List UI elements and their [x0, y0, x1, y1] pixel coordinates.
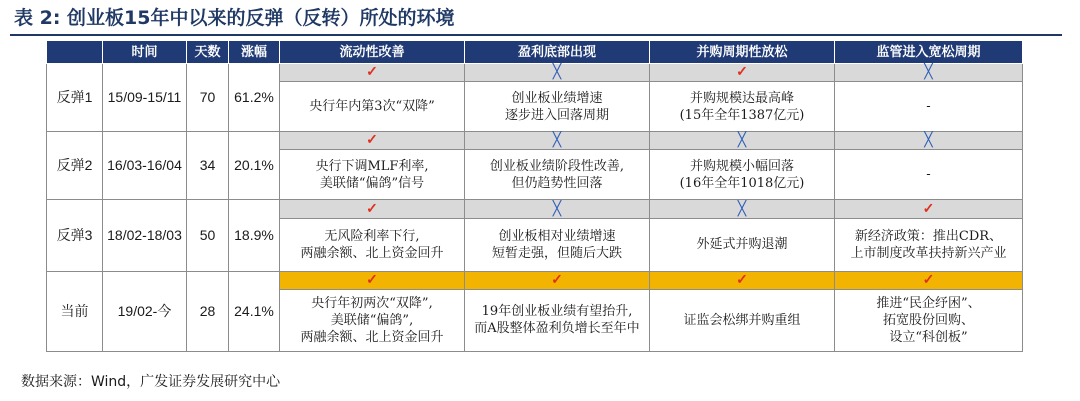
cross-icon: ╳: [552, 132, 562, 149]
description-line: 并购规模小幅回落: [689, 158, 794, 174]
description-line: 推进“民企纾困”、: [876, 295, 981, 311]
description-line: 美联储“偏鸽”,: [330, 312, 414, 328]
description-line: 逐步进入回落周期: [504, 107, 609, 123]
indicator-cell: [835, 64, 1023, 82]
check-icon: ✓: [922, 271, 935, 288]
header-cell-days: 天数: [187, 41, 229, 64]
check-icon: ✓: [736, 64, 748, 81]
description-cell: [835, 82, 1023, 132]
header-cell-ma-cycle: 并购周期性放松: [650, 41, 835, 64]
description-cell: [280, 218, 465, 271]
description-cell: [280, 150, 465, 200]
indicator-cell: [465, 132, 650, 150]
row-name-cell: 反弹3: [47, 200, 103, 271]
gain-cell: 61.2%: [229, 64, 280, 132]
cross-icon: ╳: [924, 64, 933, 81]
description-line: 无风险利率下行,: [324, 228, 420, 244]
row-name-cell: 反弹2: [47, 132, 103, 200]
description-line: 拓宽股份回购、: [882, 312, 974, 328]
check-icon: ✓: [366, 271, 378, 288]
period-cell: 19/02-今: [103, 271, 187, 351]
check-icon: ✓: [366, 200, 378, 217]
check-icon: ✓: [366, 132, 378, 149]
description-line: 但仍趋势性回落: [511, 175, 603, 191]
check-icon: ✓: [551, 271, 563, 288]
description-line: 美联储“偏鸽”信号: [319, 175, 425, 191]
header-cell-earnings-bottom: 盈利底部出现: [465, 41, 650, 64]
description-line: (15年全年1387亿元): [679, 107, 805, 123]
cross-icon: ╳: [737, 132, 747, 149]
description-line: 并购规模达最高峰: [689, 90, 794, 106]
description-cell: [650, 289, 835, 351]
description-cell: [650, 218, 835, 271]
indicator-cell: [465, 200, 650, 218]
description-cell: [465, 218, 650, 271]
check-icon: ✓: [736, 271, 748, 288]
header-cell-liquidity: 流动性改善: [280, 41, 465, 64]
cross-icon: ╳: [552, 200, 562, 217]
indicator-cell: [835, 271, 1023, 289]
description-line: -: [926, 99, 931, 115]
cross-icon: ╳: [552, 64, 562, 81]
indicator-cell: [835, 200, 1023, 218]
gain-cell: 20.1%: [229, 132, 280, 200]
description-line: 短暂走强，但随后大跌: [491, 245, 622, 261]
table-row-marks: [47, 271, 1023, 289]
data-source-note: 数据来源：Wind，广发证券发展研究中心: [21, 374, 281, 390]
description-line: 创业板业绩增速: [511, 90, 603, 106]
indicator-cell: [280, 64, 465, 82]
indicator-cell: [650, 64, 835, 82]
description-cell: [650, 150, 835, 200]
description-line: 创业板业绩阶段性改善,: [489, 158, 625, 174]
description-cell: [465, 82, 650, 132]
table-title: 表 2: 创业板15年中以来的反弹（反转）所处的环境: [14, 7, 455, 29]
description-cell: [465, 150, 650, 200]
description-cell: [465, 289, 650, 351]
description-line: 两融余额、北上资金回升: [300, 245, 444, 261]
description-line: 新经济政策：推出CDR、: [854, 228, 1003, 244]
check-icon: ✓: [922, 200, 935, 217]
row-name-cell: 反弹1: [47, 64, 103, 132]
description-line: 央行年内第3次“双降”: [309, 99, 435, 115]
description-line: 外延式并购退潮: [696, 237, 788, 253]
row-name-cell: 当前: [47, 271, 103, 351]
table-row-marks: [47, 64, 1023, 82]
header-cell-name: [47, 41, 103, 64]
header-cell-period: 时间: [103, 41, 187, 64]
indicator-cell: [465, 271, 650, 289]
days-cell: 70: [187, 64, 229, 132]
check-icon: ✓: [366, 64, 378, 81]
gain-cell: 18.9%: [229, 200, 280, 271]
description-line: 央行年初两次“双降”,: [311, 295, 433, 311]
days-cell: 34: [187, 132, 229, 200]
indicator-cell: [280, 200, 465, 218]
description-cell: [280, 82, 465, 132]
indicator-cell: [280, 271, 465, 289]
cross-icon: ╳: [737, 200, 747, 217]
header-row: [47, 41, 1023, 64]
period-cell: 15/09-15/11: [103, 64, 187, 132]
indicator-cell: [650, 200, 835, 218]
rebound-environment-table: [46, 40, 1023, 352]
indicator-cell: [465, 64, 650, 82]
description-cell: [835, 289, 1023, 351]
description-line: 两融余额、北上资金回升: [300, 329, 444, 345]
cross-icon: ╳: [924, 132, 933, 149]
description-cell: [835, 150, 1023, 200]
description-line: 央行下调MLF利率,: [315, 158, 429, 174]
description-cell: [650, 82, 835, 132]
days-cell: 50: [187, 200, 229, 271]
description-line: 19年创业板业绩有望抬升,: [481, 304, 633, 320]
description-cell: [280, 289, 465, 351]
description-line: 创业板相对业绩增速: [498, 228, 616, 244]
description-line: 设立“科创板”: [889, 329, 968, 345]
header-cell-regulation: 监管进入宽松周期: [835, 41, 1023, 64]
indicator-cell: [280, 132, 465, 150]
description-line: 上市制度改革扶持新兴产业: [850, 245, 1007, 261]
gain-cell: 24.1%: [229, 271, 280, 351]
description-cell: [835, 218, 1023, 271]
indicator-cell: [650, 271, 835, 289]
title-divider: [10, 34, 1062, 36]
table-row-marks: [47, 200, 1023, 218]
period-cell: 16/03-16/04: [103, 132, 187, 200]
description-line: -: [926, 167, 931, 183]
days-cell: 28: [187, 271, 229, 351]
description-line: 证监会松绑并购重组: [683, 312, 801, 328]
period-cell: 18/02-18/03: [103, 200, 187, 271]
description-line: (16年全年1018亿元): [679, 175, 805, 191]
description-line: 而A股整体盈利负增长至年中: [474, 321, 640, 337]
header-cell-gain: 涨幅: [229, 41, 280, 64]
indicator-cell: [835, 132, 1023, 150]
table-row-marks: [47, 132, 1023, 150]
indicator-cell: [650, 132, 835, 150]
